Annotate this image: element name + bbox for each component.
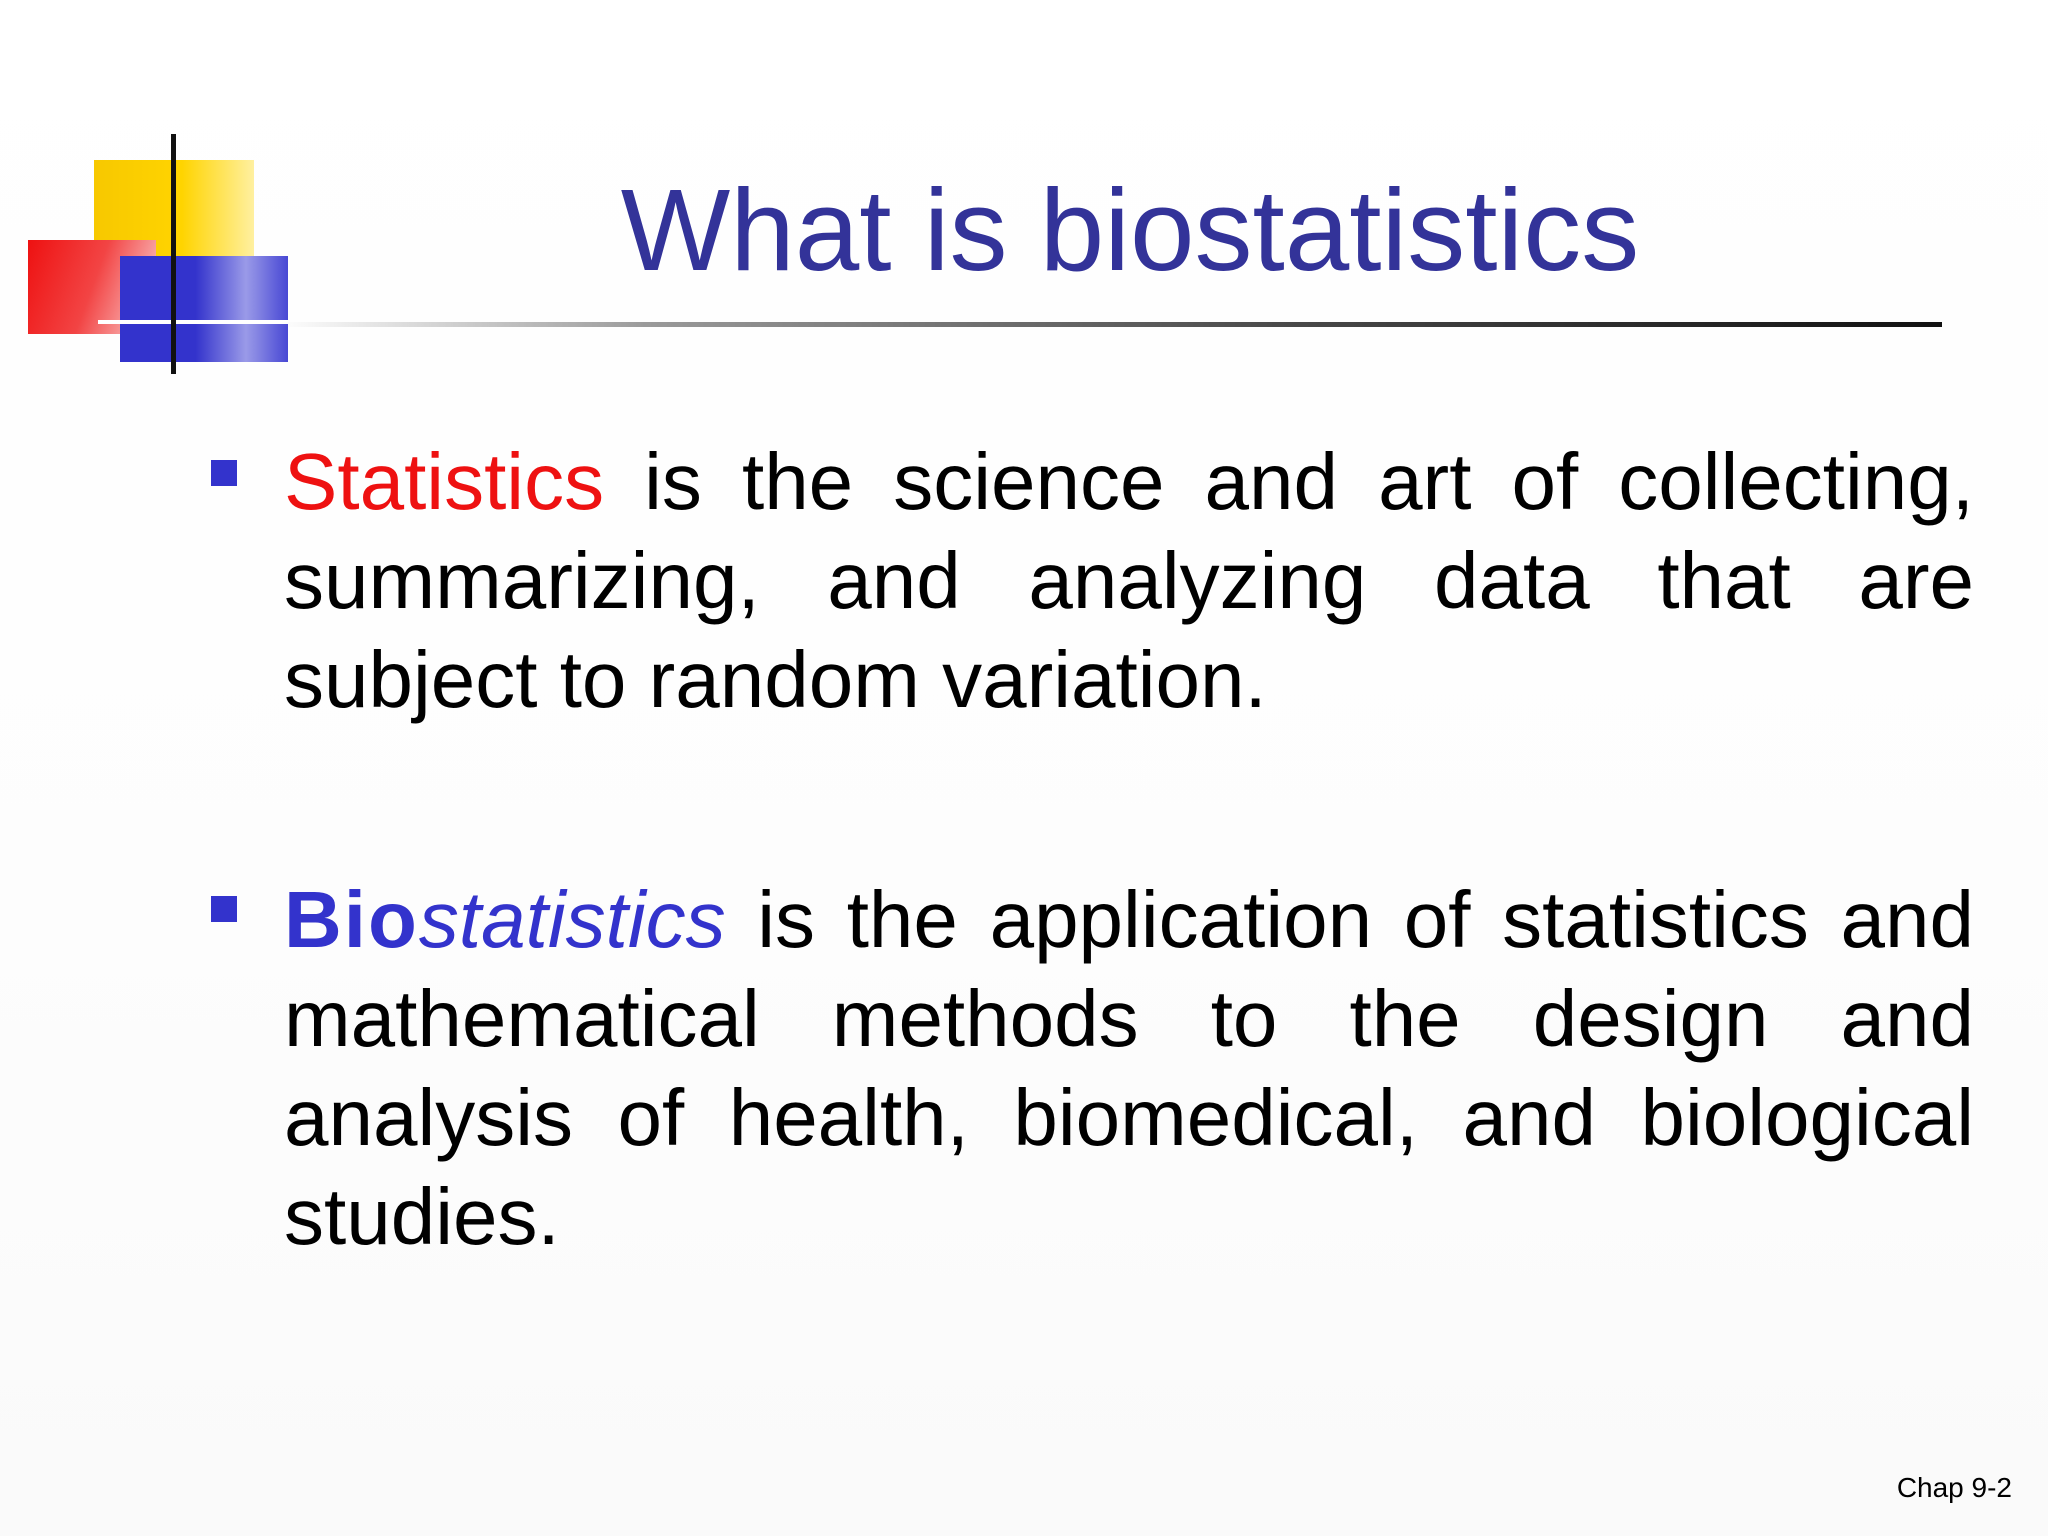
term-statistics-italic: statistics xyxy=(418,875,726,964)
title-underline xyxy=(280,322,1942,327)
bullet-item-biostatistics xyxy=(284,870,1974,1266)
slide-title: What is biostatistics xyxy=(620,165,1640,295)
bullet-2-text: is the application of statistics and mathematical methods to the design and analysis of health, biomedical, and biological studies. xyxy=(284,875,1974,1261)
colored-squares-logo xyxy=(0,0,300,400)
square-bullet-icon xyxy=(211,460,237,486)
blue-square-shape xyxy=(120,256,288,362)
logo-vertical-line xyxy=(171,134,176,374)
bullet-item-statistics xyxy=(284,432,1974,729)
term-bio-prefix: Bio xyxy=(284,875,419,964)
square-bullet-icon xyxy=(211,896,237,922)
bullet-1-text: is the science and art of collecting, summarizing, and analyzing data that are subject to random variation. xyxy=(284,437,1974,724)
term-statistics: Statistics xyxy=(284,437,605,526)
logo-white-line xyxy=(98,320,288,324)
slide-footer: Chap 9-2 xyxy=(1896,1472,2012,1503)
